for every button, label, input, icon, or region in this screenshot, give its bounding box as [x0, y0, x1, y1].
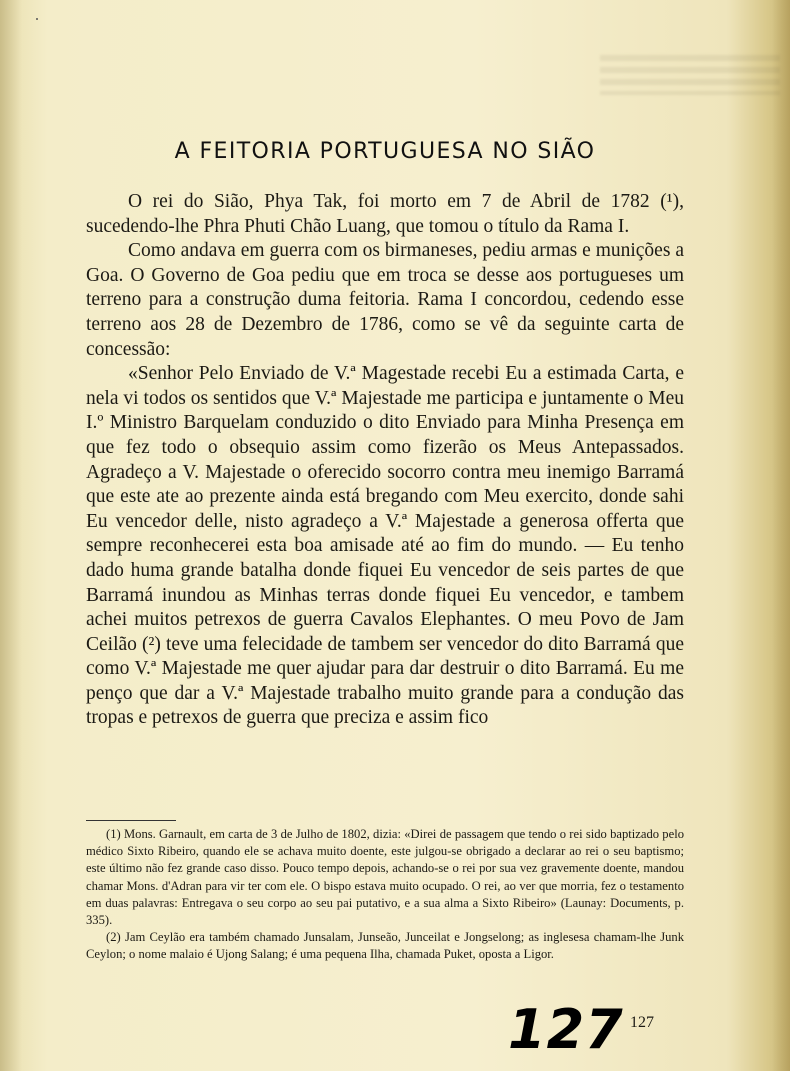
chapter-title: A FEITORIA PORTUGUESA NO SIÃO	[174, 139, 596, 164]
footnote-divider	[86, 820, 176, 821]
body-text	[86, 190, 684, 731]
paragraph: O rei do Sião, Phya Tak, foi morto em 7 de Abril de 1782 (¹), sucedendo-lhe Phra Phuti Chão Luang, que tomou o título da Rama I.	[86, 191, 684, 237]
paragraph: Como andava em guerra com os birmaneses, pediu armas e munições a Goa. O Governo de Goa pediu que em troca se desse aos portugueses um terreno para a construção duma feitoria. Rama I concordou, cedendo esse terreno aos 28 de Dezembro de 1786, como se vê da seguinte carta de concessão:	[86, 240, 684, 360]
speck	[36, 18, 38, 20]
show-through-text	[600, 55, 780, 95]
footnote: (2) Jam Ceylão era também chamado Junsalam, Junseão, Junceilat e Jongselong; as inglesesa chamam-lhe Junk Ceylon; o nome malaio é Ujong Salang; é uma pequena Ilha, chamada Puket, oposta a Ligor.	[86, 930, 684, 962]
page-number-stamp: 127	[508, 998, 624, 1061]
paragraph: «Senhor Pelo Enviado de V.ª Magestade recebi Eu a estimada Carta, e nela vi todos os sentidos que V.ª Majestade me participa e juntamente o Meu I.º Ministro Barquelam conduzido o dito Enviado para Minha Presença em que fez todo o obsequio assim como fizerão os Meus Antepassados. Agradeço a V. Majestade o oferecido socorro contra meu inemigo Barramá que este ate ao prezente ainda está bregando com Meu exercito, donde sahi Eu vencedor delle, nisto agradeço a V.ª Majestade a generosa offerta que sempre reconhecerei esta boa amisade até ao fim do mundo. — Eu tenho dado huma grande batalha donde fiquei Eu vencedor de seis partes de que Barramá inundou as Minhas terras donde fiquei Eu vencedor, e tambem achei muitos petrexos de guerra Cavalos Elephantes. O meu Povo de Jam Ceilão (²) teve uma felecidade de tambem ser vencedor do dito Barramá que como V.ª Majestade me quer ajudar para dar destruir o dito Barramá. Eu me penço que dar a V.ª Majestade trabalho muito grande para a condução das tropas e petrexos de guerra que preciza e assim fico	[86, 363, 684, 729]
footnote: (1) Mons. Garnault, em carta de 3 de Julho de 1802, dizia: «Direi de passagem que tendo o rei sido baptizado pelo médico Sixto Ribeiro, quando ele se achava muito doente, este julgou-se obrigado a declarar ao rei o seu baptismo; este último não fez grande caso disso. Pouco tempo depois, achando-se o rei por sua vez gravemente doente, mandou chamar Mons. d'Adran para vir ter com ele. O bispo estava muito ocupado. O rei, ao ver que morria, fez o testamento em duas palavras: Entregava o seu corpo ao seu pai putativo, e a sua alma a Sixto Ribeiro» (Launay: Documents, p. 335).	[86, 827, 684, 928]
page-number: 127	[630, 1014, 654, 1031]
footnotes	[86, 826, 684, 964]
page-edge-shadow	[772, 0, 790, 1071]
